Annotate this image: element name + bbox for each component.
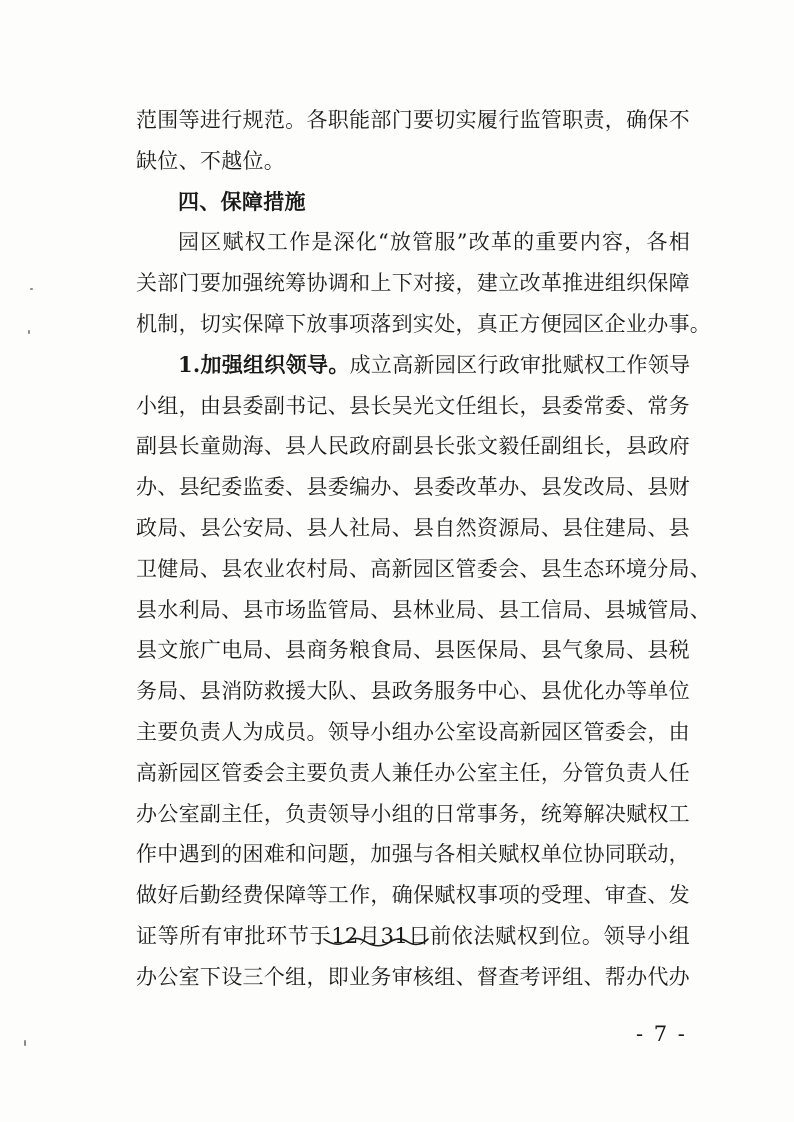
text-line: 务局、县消防救援大队、县政务服务中心、县优化办等单位 bbox=[136, 679, 690, 704]
page-number: - 7 - bbox=[636, 1022, 687, 1046]
section-heading: 四、保障措施 bbox=[178, 189, 306, 214]
text-line: 作中遇到的困难和问题，加强与各相关赋权单位协同联动， bbox=[136, 842, 690, 867]
text-line: 小组，由县委副书记、县长吴光文任组长，县委常委、常务 bbox=[136, 393, 690, 418]
scan-speck bbox=[28, 330, 30, 334]
text-run: 成立高新园区行政审批赋权工作领导 bbox=[349, 352, 691, 377]
paragraph-first-line bbox=[136, 345, 690, 386]
text-line: 做好后勤经费保障等工作，确保赋权事项的受理、审查、发 bbox=[136, 883, 690, 908]
text-line: 范围等进行规范。各职能部门要切实履行监管职责，确保不 bbox=[136, 108, 690, 132]
text-line: 园区赋权工作是深化“放管服”改革的重要内容，各相 bbox=[178, 230, 690, 255]
scan-speck bbox=[30, 288, 33, 290]
text-line: 证等所有审批环节于12月31日前依法赋权到位。领导小组 bbox=[136, 923, 690, 948]
text-line: 县文旅广电局、县商务粮食局、县医保局、县气象局、县税 bbox=[136, 638, 690, 663]
scan-speck bbox=[24, 1040, 26, 1046]
text-line: 办、县纪委监委、县委编办、县委改革办、县发改局、县财 bbox=[136, 475, 690, 500]
body-text bbox=[136, 100, 712, 998]
text-line: 主要负责人为成员。领导小组办公室设高新园区管委会，由 bbox=[136, 719, 690, 744]
text-line: 副县长童勋海、县人民政府副县长张文毅任副组长，县政府 bbox=[136, 434, 690, 459]
text-line: 卫健局、县农业农村局、高新园区管委会、县生态环境分局、 bbox=[136, 556, 712, 581]
text-line: 机制，切实保障下放事项落到实处，真正方便园区企业办事。 bbox=[136, 311, 712, 336]
text-line: 办公室副主任，负责领导小组的日常事务，统筹解决赋权工 bbox=[136, 801, 690, 826]
text-line: 政局、县公安局、县人社局、县自然资源局、县住建局、县 bbox=[136, 515, 690, 540]
text-line: 高新园区管委会主要负责人兼任办公室主任，分管负责人任 bbox=[136, 760, 690, 785]
text-line: 缺位、不越位。 bbox=[136, 148, 286, 173]
text-line: 县水利局、县市场监管局、县林业局、县工信局、县城管局、 bbox=[136, 597, 712, 622]
text-line: 办公室下设三个组，即业务审核组、督查考评组、帮办代办 bbox=[136, 964, 690, 989]
subsection-lead: 1.加强组织领导。 bbox=[178, 351, 350, 377]
text-line: 关部门要加强统筹协调和上下对接，建立改革推进组织保障 bbox=[136, 271, 690, 296]
